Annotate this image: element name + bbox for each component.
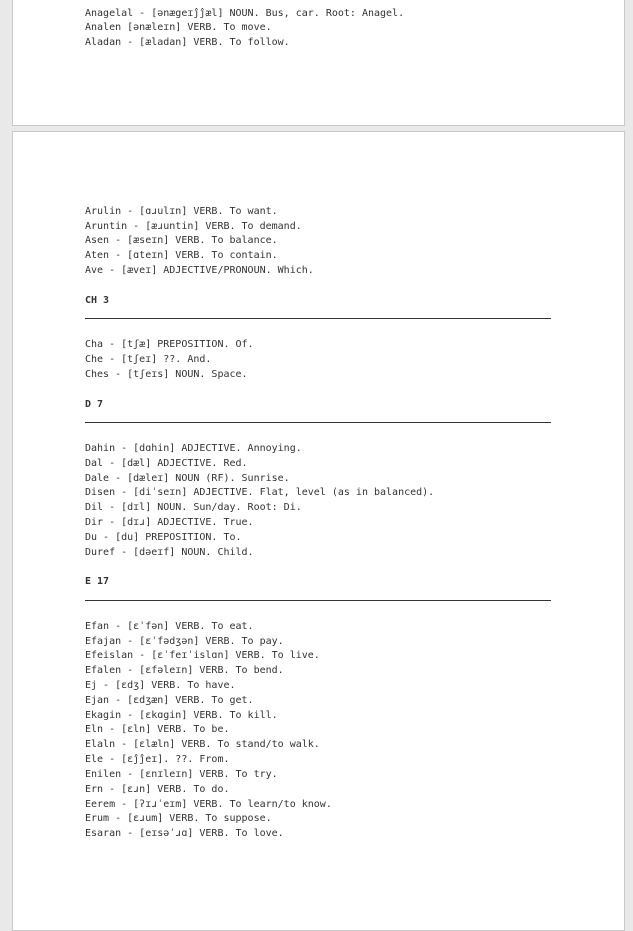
entry-line: Ej - [ɛdʒ] VERB. To have.: [85, 680, 236, 691]
entry-line: Ejan - [ɛdʒæn] VERB. To get.: [85, 695, 254, 706]
entry-line: Asen - [æseɪn] VERB. To balance.: [85, 235, 278, 246]
entry-line: Esaran - [eɪsəˈɹɑ] VERB. To love.: [85, 828, 284, 839]
section-heading-ch: CH 3: [85, 295, 110, 306]
entry-line: Arulin - [ɑɹulɪn] VERB. To want.: [85, 206, 278, 217]
entry-line: Analen [ənæleɪn] VERB. To move.: [85, 22, 272, 33]
section-heading-e: E 17: [85, 576, 110, 587]
entry-line: Duref - [dəeɪf] NOUN. Child.: [85, 547, 254, 558]
entry-line: Eln - [ɛln] VERB. To be.: [85, 724, 230, 735]
entry-line: Du - [du] PREPOSITION. To.: [85, 532, 242, 543]
entry-line: Aruntin - [æɹuntin] VERB. To demand.: [85, 221, 302, 232]
entry-line: Ele - [ɛĵĵeɪ]. ??. From.: [85, 754, 230, 765]
section-divider: [85, 318, 551, 319]
entry-line: Elaln - [ɛlæln] VERB. To stand/to walk.: [85, 739, 320, 750]
entry-line: Ches - [tʃeɪs] NOUN. Space.: [85, 369, 248, 380]
entry-line: Efan - [ɛˈfən] VERB. To eat.: [85, 621, 254, 632]
entry-line: Disen - [diˈseɪn] ADJECTIVE. Flat, level (as in balanced).: [85, 487, 435, 498]
section-heading-d: D 7: [85, 399, 104, 410]
entry-line: Anagelal - [ənægeɪĵĵæl] NOUN. Bus, car. Root: Anagel.: [85, 8, 405, 19]
entry-line: Ave - [æveɪ] ADJECTIVE/PRONOUN. Which.: [85, 265, 314, 276]
entry-line: Che - [tʃeɪ] ??. And.: [85, 354, 212, 365]
entry-line: Efajan - [ɛˈfədʒən] VERB. To pay.: [85, 636, 284, 647]
entry-line: Aten - [ɑteɪn] VERB. To contain.: [85, 250, 278, 261]
entry-line: Dal - [dæl] ADJECTIVE. Red.: [85, 458, 248, 469]
entry-line: Efalen - [ɛfəleɪn] VERB. To bend.: [85, 665, 284, 676]
entry-line: Dir - [dɪɹ] ADJECTIVE. True.: [85, 517, 254, 528]
entry-line: Ekagin - [ɛkɑgin] VERB. To kill.: [85, 710, 278, 721]
section-divider: [85, 422, 551, 423]
entry-line: Cha - [tʃæ] PREPOSITION. Of.: [85, 339, 254, 350]
entry-line: Dahin - [dɑhin] ADJECTIVE. Annoying.: [85, 443, 302, 454]
entry-line: Dil - [dɪl] NOUN. Sun/day. Root: Di.: [85, 502, 302, 513]
section-divider: [85, 600, 551, 601]
entry-line: Enilen - [ɛnɪleɪn] VERB. To try.: [85, 769, 278, 780]
entry-line: Eerem - [ʔɪɹˈeɪm] VERB. To learn/to know.: [85, 799, 332, 810]
entry-line: Efeislan - [ɛˈfeɪˈislɑn] VERB. To live.: [85, 650, 320, 661]
document-page-2: [12, 131, 625, 931]
entry-line: Dale - [dæleɪ] NOUN (RF). Sunrise.: [85, 473, 290, 484]
entry-line: Aladan - [æladan] VERB. To follow.: [85, 37, 290, 48]
document-page-1: [12, 0, 625, 126]
entry-line: Ern - [ɛɹn] VERB. To do.: [85, 784, 230, 795]
entry-line: Erum - [ɛɹum] VERB. To suppose.: [85, 813, 272, 824]
